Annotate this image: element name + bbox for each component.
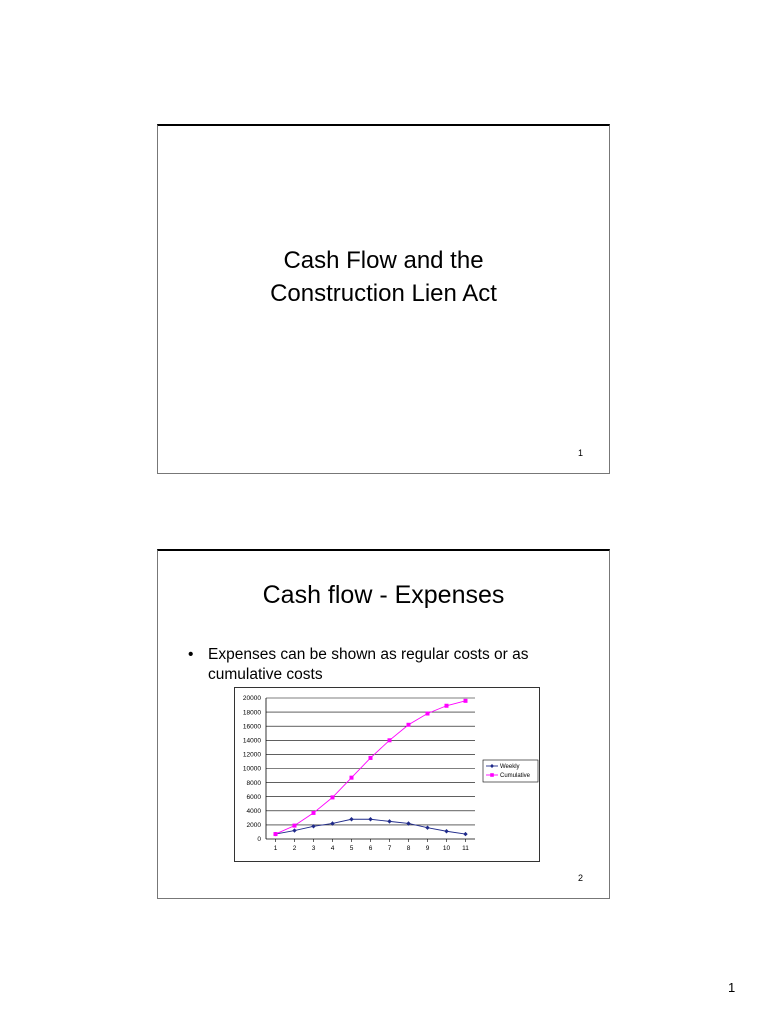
weekly-point: [425, 826, 429, 830]
cumulative-point: [274, 832, 278, 836]
y-tick-label: 0: [257, 836, 261, 844]
slide-1-title-line-2: Construction Lien Act: [270, 280, 497, 307]
cumulative-point: [426, 712, 430, 716]
x-tick-label: 4: [330, 845, 335, 852]
x-tick-label: 10: [442, 845, 451, 852]
y-tick-label: 12000: [242, 751, 261, 759]
y-tick-label: 14000: [242, 737, 261, 745]
x-tick-label: 11: [462, 845, 469, 852]
y-tick-label: 20000: [242, 695, 261, 703]
page-number: 1: [728, 980, 736, 995]
slide-2-title: Cash flow - Expenses: [262, 581, 505, 609]
cumulative-point: [407, 723, 411, 727]
cumulative-series-line: [276, 701, 466, 834]
weekly-point: [463, 832, 467, 836]
cumulative-point: [312, 811, 316, 815]
y-tick-label: 2000: [246, 822, 261, 830]
chart-canvas: [235, 688, 539, 861]
legend-weekly-label: Weekly: [500, 764, 520, 771]
cumulative-point: [293, 824, 297, 828]
x-tick-label: 6: [368, 845, 373, 852]
bullet-text: Expenses can be shown as regular costs or as cumulative costs: [208, 646, 529, 683]
slide-1-title-line-1: Cash Flow and the: [283, 247, 484, 274]
x-tick-label: 3: [311, 845, 316, 852]
slide-2: [157, 549, 610, 899]
bullet-point: [188, 645, 598, 685]
x-tick-label: 7: [387, 845, 392, 852]
weekly-series-line: [276, 819, 466, 834]
slide-1: [157, 124, 610, 474]
weekly-point: [444, 829, 448, 833]
slide-number: 1: [577, 448, 583, 458]
slide-1-title: [158, 244, 609, 310]
cumulative-point: [464, 699, 468, 703]
x-tick-label: 1: [273, 845, 278, 852]
expenses-chart: [234, 687, 540, 862]
weekly-point: [292, 828, 296, 832]
x-tick-label: 8: [406, 845, 411, 852]
weekly-point: [349, 817, 353, 821]
x-tick-label: 2: [292, 845, 297, 852]
bullet-marker: •: [188, 646, 194, 663]
weekly-point: [387, 819, 391, 823]
legend-cumulative-marker: [490, 773, 494, 777]
y-tick-label: 16000: [242, 723, 261, 731]
cumulative-point: [331, 795, 335, 799]
cumulative-point: [388, 738, 392, 742]
cumulative-point: [445, 704, 449, 708]
y-tick-label: 6000: [246, 793, 261, 801]
legend-cumulative-label: Cumulative: [500, 773, 531, 780]
cumulative-point: [350, 776, 354, 780]
y-tick-label: 18000: [242, 709, 261, 717]
y-tick-label: 10000: [242, 765, 261, 773]
x-tick-label: 9: [425, 845, 430, 852]
weekly-point: [368, 817, 372, 821]
slide-number: 2: [577, 873, 583, 883]
y-tick-label: 8000: [246, 779, 261, 787]
y-tick-label: 4000: [246, 808, 261, 815]
x-tick-label: 5: [349, 845, 354, 852]
cumulative-point: [369, 756, 373, 760]
